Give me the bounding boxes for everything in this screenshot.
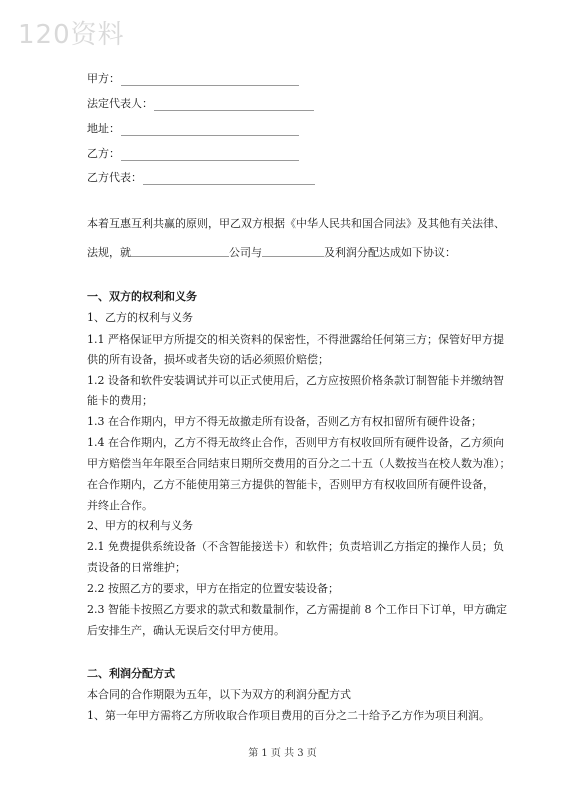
company-blank: [131, 245, 229, 257]
party-a-label: 甲方：: [87, 72, 120, 85]
intro-line-2: [87, 245, 456, 260]
clause-line: 责设备的日常维护；: [87, 561, 186, 574]
clause-line: 1.1 严格保证甲方所提交的相关资料的保密性，不得泄露给任何第三方；保管好甲方提: [87, 333, 504, 346]
address-blank: [121, 124, 299, 136]
clause-line: 2.3 智能卡按照乙方要求的款式和数量制作，乙方需提前 8 个工作日下订单，甲方确定: [87, 603, 507, 616]
intro-line-1: 本着互惠互利共赢的原则，甲乙双方根据《中华人民共和国合同法》及其他有关法律、: [87, 217, 505, 230]
party-a-blank: [121, 74, 299, 86]
party-b-rep-label: 乙方代表：: [87, 171, 142, 184]
party-b-label: 乙方：: [87, 147, 120, 160]
legal-rep-blank: [154, 99, 314, 111]
clause-line: 甲方赔偿当年年限至合同结束日期所交费用的百分之二十五（人数按当在校人数为准）；: [87, 457, 511, 470]
clause-line: 在合作期内，乙方不能使用第三方提供的智能卡，否则甲方有权收回所有硬件设备，: [87, 478, 494, 491]
legal-rep-label: 法定代表人：: [87, 97, 153, 110]
intro-line-2-pre: 法规，就: [87, 246, 131, 259]
page-footer: 第 1 页 共 3 页: [248, 748, 317, 759]
party-a-field: [87, 72, 299, 86]
section-1-sub-2: 2、甲方的权利与义务: [87, 519, 193, 532]
clause-line: 后安排生产，确认无误后交付甲方使用。: [87, 624, 285, 637]
party-b-field: [87, 147, 299, 161]
address-field: [87, 122, 299, 136]
address-label: 地址：: [87, 122, 120, 135]
clause-line: 1.4 在合作期内，乙方不得无故终止合作，否则甲方有权收回所有硬件设备，乙方须向: [87, 436, 504, 449]
clause-line: 供的所有设备，损坏或者失窃的话必须照价赔偿；: [87, 353, 329, 366]
party-blank: [262, 245, 324, 257]
section-1-title: 一、双方的权利和义务: [87, 290, 197, 303]
legal-rep-field: [87, 97, 314, 111]
party-b-blank: [121, 149, 299, 161]
clause-line: 能卡的费用；: [87, 394, 153, 407]
intro-line-2-mid: 公司与: [229, 246, 262, 259]
section-2-line: 1、第一年甲方需将乙方所收取合作项目费用的百分之二十给予乙方作为项目利润。: [87, 709, 490, 722]
clause-line: 1.3 在合作期内，甲方不得无故撤走所有设备，否则乙方有权扣留所有硬件设备；: [87, 415, 482, 428]
party-b-rep-field: [87, 171, 315, 185]
party-b-rep-blank: [143, 173, 315, 185]
intro-line-2-post: 及利润分配达成如下协议：: [324, 246, 456, 259]
clause-line: 1.2 设备和软件安装调试并可以正式使用后，乙方应按照价格条款订制智能卡并缴纳智: [87, 374, 504, 387]
section-2-title: 二、利润分配方式: [87, 667, 175, 680]
watermark: 120资料: [18, 20, 125, 50]
section-1-sub-1: 1、乙方的权利与义务: [87, 311, 193, 324]
section-2-line: 本合同的合作期限为五年，以下为双方的利润分配方式: [87, 688, 351, 701]
clause-line: 并终止合作。: [87, 499, 153, 512]
clause-line: 2.1 免费提供系统设备（不含智能接送卡）和软件；负责培训乙方指定的操作人员；负: [87, 540, 504, 553]
clause-line: 2.2 按照乙方的要求，甲方在指定的位置安装设备；: [87, 582, 339, 595]
